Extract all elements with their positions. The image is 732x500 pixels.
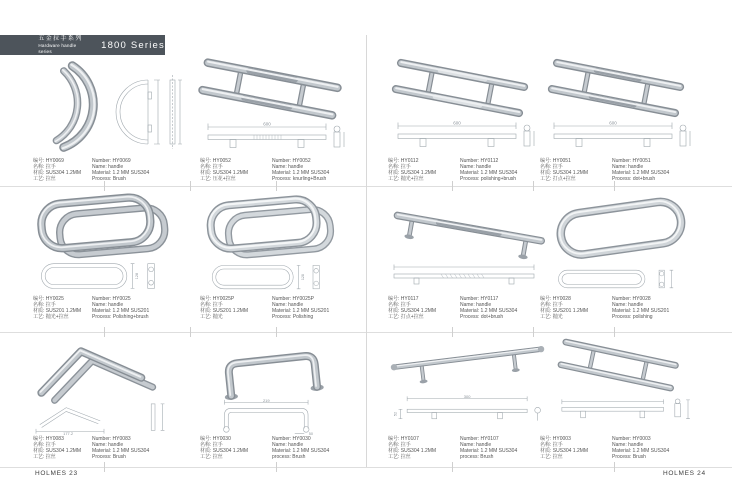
spec-line: Name: handle <box>612 164 644 171</box>
spec-line: 编号: HY0107 <box>388 436 419 442</box>
series-number: 1800 Series <box>101 39 165 51</box>
spec-en <box>272 436 329 460</box>
spec-line: 工艺: 压花+拉丝 <box>200 176 236 183</box>
spec-line: 名称: 拉手 <box>33 442 56 449</box>
product-specs <box>33 158 149 182</box>
spec-line: 工艺: 抛光 <box>200 314 223 321</box>
product-cell <box>196 192 352 332</box>
product-specs <box>200 158 329 182</box>
spec-line: Name: handle <box>612 302 644 309</box>
spec-line: 工艺: 抛光+拉丝 <box>388 176 424 183</box>
spec-en <box>460 296 517 320</box>
product-photo <box>30 60 114 154</box>
page-number-left: HOLMES 23 <box>35 470 78 477</box>
spec-line: 工艺: 抛光 <box>540 314 563 321</box>
spec-line: 编号: HY0052 <box>200 158 231 164</box>
spec-line: 名称: 拉手 <box>200 164 223 171</box>
product-cell <box>28 58 188 186</box>
dimension-label: 52 <box>393 411 398 417</box>
spec-en <box>612 158 669 182</box>
spec-cn <box>540 158 612 182</box>
spec-line: Material: 1.2 MM SUS304 <box>92 448 150 455</box>
product-specs <box>200 436 329 460</box>
spec-line: 工艺: 打点+拉丝 <box>388 314 424 321</box>
spec-line: 名称: 拉手 <box>33 302 56 309</box>
spec-en <box>92 158 149 182</box>
spec-line: 工艺: 打点+拉丝 <box>540 176 576 183</box>
technical-drawing <box>200 260 345 296</box>
product-cell <box>28 192 188 332</box>
spec-line: Name: handle <box>92 164 124 171</box>
spec-line: Process: Polishing+brush <box>92 314 149 321</box>
spec-line: 材质: SUS304 1.2MM <box>388 448 437 455</box>
technical-drawing <box>542 120 692 156</box>
spec-line: Material: 1.2 MM SUS304 <box>612 170 670 177</box>
spec-line: Number: HY0003 <box>612 436 651 442</box>
spec-cn <box>540 296 612 320</box>
technical-drawing <box>386 262 546 292</box>
spec-line: Number: HY0030 <box>272 436 311 442</box>
product-specs <box>540 158 669 182</box>
product-cell <box>384 336 554 466</box>
spec-en <box>272 158 329 182</box>
product-photo <box>546 194 698 264</box>
spec-line: 工艺: 抛光+拉丝 <box>33 314 69 321</box>
spec-line: Number: HY0025 <box>92 296 131 302</box>
product-photo <box>540 58 692 118</box>
spec-line: Number: HY0117 <box>460 296 499 302</box>
spec-cn <box>33 436 92 460</box>
dimension-label: 600 <box>453 120 461 126</box>
technical-drawing <box>548 398 700 430</box>
product-cell <box>536 336 710 466</box>
spec-cn <box>200 436 272 460</box>
spec-line: Material: 1.2 MM SUS201 <box>92 308 150 315</box>
spec-line: Material: 1.2 MM SUS304 <box>272 448 330 455</box>
product-photo <box>202 340 340 400</box>
spec-cn <box>388 436 460 460</box>
spec-line: Number: HY0025P <box>272 296 314 302</box>
spec-en <box>460 158 517 182</box>
spec-line: Name: handle <box>92 442 124 449</box>
spec-line: Name: handle <box>272 302 304 309</box>
product-photo <box>386 194 552 266</box>
spec-line: 编号: HY0083 <box>33 436 64 442</box>
spec-line: Process: dot+brush <box>460 314 504 321</box>
page-number-right: HOLMES 24 <box>663 470 706 477</box>
spec-line: 名称: 拉手 <box>33 164 56 171</box>
spec-line: Process: polishing <box>612 314 653 321</box>
dimension-label: 128 <box>301 274 305 281</box>
spec-line: Process: knurling+Brush <box>272 176 327 183</box>
spec-line: Name: handle <box>272 442 304 449</box>
spec-line: Number: HY0069 <box>92 158 131 164</box>
product-photo <box>548 338 688 394</box>
row-divider <box>0 467 732 468</box>
spec-line: 材质: SUS304 1.2MM <box>33 448 82 455</box>
dimension-label: 177.2 <box>63 431 74 437</box>
product-specs <box>388 158 517 182</box>
spec-line: 材质: SUS201 1.2MM <box>540 308 589 315</box>
spec-line: Material: 1.2 MM SUS304 <box>612 448 670 455</box>
spec-line: Name: handle <box>460 302 492 309</box>
spec-line: 名称: 拉手 <box>200 442 223 449</box>
product-cell <box>196 336 352 466</box>
spec-line: Material: 1.2 MM SUS304 <box>460 448 518 455</box>
spec-en <box>612 436 669 460</box>
product-cell <box>536 192 710 332</box>
spec-en <box>92 436 149 460</box>
product-photo <box>386 336 552 388</box>
spec-line: 材质: SUS201 1.2MM <box>200 308 249 315</box>
spec-line: Process: Brush <box>612 454 646 461</box>
product-specs <box>388 436 517 460</box>
spec-line: 材质: SUS304 1.2MM <box>200 448 249 455</box>
spec-line: Material: 1.2 MM SUS304 <box>460 308 518 315</box>
technical-drawing <box>196 121 346 157</box>
technical-drawing <box>546 264 698 294</box>
spec-line: 工艺: 拉丝 <box>33 454 56 461</box>
spec-line: 编号: HY0030 <box>200 436 231 442</box>
spec-line: 工艺: 拉丝 <box>33 176 56 183</box>
spec-line: 编号: HY0069 <box>33 158 64 164</box>
spec-line: 名称: 拉手 <box>388 164 411 171</box>
grid-tick <box>190 327 191 337</box>
spec-line: 编号: HY0028 <box>540 296 571 302</box>
spec-line: 材质: SUS304 1.2MM <box>200 170 249 177</box>
spec-line: Number: HY0028 <box>612 296 651 302</box>
product-photo <box>30 340 164 406</box>
product-photo <box>384 58 536 118</box>
spec-line: Number: HY0052 <box>272 158 311 164</box>
spec-cn <box>200 296 272 320</box>
spec-line: Process: polishing+brush <box>460 176 517 183</box>
product-photo <box>200 194 345 262</box>
series-title-en: Hardware handle series <box>38 42 77 54</box>
spec-line: 材质: SUS304 1.2MM <box>540 448 589 455</box>
spec-line: process: Brush <box>460 454 494 461</box>
spec-line: Material: 1.2 MM SUS201 <box>612 308 670 315</box>
spec-line: 名称: 拉手 <box>200 302 223 309</box>
spec-line: 编号: HY0051 <box>540 158 571 164</box>
technical-drawing <box>390 394 550 434</box>
spec-line: 材质: SUS304 1.2MM <box>540 170 589 177</box>
dimension-label: 50 <box>308 432 314 437</box>
spec-line: 名称: 拉手 <box>540 442 563 449</box>
spec-line: Name: handle <box>612 442 644 449</box>
spec-line: 编号: HY0003 <box>540 436 571 442</box>
spec-en <box>92 296 149 320</box>
spec-line: Material: 1.2 MM SUS201 <box>272 308 330 315</box>
product-specs <box>540 436 669 460</box>
technical-drawing <box>28 402 180 436</box>
product-cell <box>536 58 710 186</box>
spec-line: 名称: 拉手 <box>540 164 563 171</box>
spec-line: Number: HY0112 <box>460 158 499 164</box>
technical-drawing <box>114 72 190 154</box>
spec-line: Name: handle <box>92 302 124 309</box>
spec-line: Process: Brush <box>92 454 126 461</box>
product-specs <box>540 296 669 320</box>
spec-cn <box>540 436 612 460</box>
spec-line: 编号: HY0112 <box>388 158 419 164</box>
dimension-label: 600 <box>263 121 271 127</box>
dimension-label: 600 <box>609 120 617 126</box>
spec-line: Process: dot+brush <box>612 176 656 183</box>
product-cell <box>384 192 554 332</box>
spec-line: Material: 1.2 MM SUS304 <box>460 170 518 177</box>
product-cell <box>384 58 554 186</box>
spec-line: Name: handle <box>460 164 492 171</box>
spec-line: Process: Brush <box>92 176 126 183</box>
series-title-block <box>38 36 89 54</box>
spec-line: 编号: HY0025 <box>33 296 64 302</box>
spec-line: 工艺: 拉丝 <box>540 454 563 461</box>
spec-cn <box>33 158 92 182</box>
spec-line: Process: Polishing <box>272 314 314 321</box>
series-title-cn: 五金拉手系列 <box>38 35 83 42</box>
spec-en <box>612 296 669 320</box>
spec-line: Name: handle <box>272 164 304 171</box>
page-divider <box>366 35 367 467</box>
spec-en <box>272 296 329 320</box>
spec-line: Number: HY0083 <box>92 436 131 442</box>
technical-drawing <box>386 120 536 156</box>
technical-drawing <box>30 258 180 296</box>
dimension-label: 128 <box>135 272 140 280</box>
product-specs <box>200 296 329 320</box>
spec-line: 名称: 拉手 <box>540 302 563 309</box>
spec-line: Name: handle <box>460 442 492 449</box>
spec-line: Number: HY0107 <box>460 436 499 442</box>
spec-line: 编号: HY0117 <box>388 296 419 302</box>
spec-cn <box>388 158 460 182</box>
spec-line: Material: 1.2 MM SUS304 <box>92 170 150 177</box>
product-photo <box>30 192 180 262</box>
spec-line: 材质: SUS304 1.2MM <box>388 308 437 315</box>
spec-line: 名称: 拉手 <box>388 302 411 309</box>
dimension-label: 219 <box>262 397 270 403</box>
dimension-label: 300 <box>463 393 471 399</box>
spec-cn <box>33 296 92 320</box>
spec-cn <box>388 296 460 320</box>
spec-en <box>460 436 517 460</box>
spec-line: 材质: SUS201 1.2MM <box>33 308 82 315</box>
product-cell <box>188 58 352 186</box>
spec-line: process: Brush <box>272 454 306 461</box>
product-specs <box>388 296 517 320</box>
technical-drawing <box>206 398 336 436</box>
spec-line: 工艺: 拉丝 <box>388 454 411 461</box>
product-specs <box>33 436 149 460</box>
spec-line: 工艺: 拉丝 <box>200 454 223 461</box>
product-photo <box>190 58 350 120</box>
product-specs <box>33 296 149 320</box>
spec-line: 材质: SUS304 1.2MM <box>388 170 437 177</box>
spec-cn <box>200 158 272 182</box>
series-header <box>0 35 165 55</box>
spec-line: Number: HY0051 <box>612 158 651 164</box>
spec-line: 名称: 拉手 <box>388 442 411 449</box>
product-cell <box>28 336 188 466</box>
spec-line: Material: 1.2 MM SUS304 <box>272 170 330 177</box>
spec-line: 材质: SUS304 1.2MM <box>33 170 82 177</box>
spec-line: 编号: HY0025P <box>200 296 235 302</box>
